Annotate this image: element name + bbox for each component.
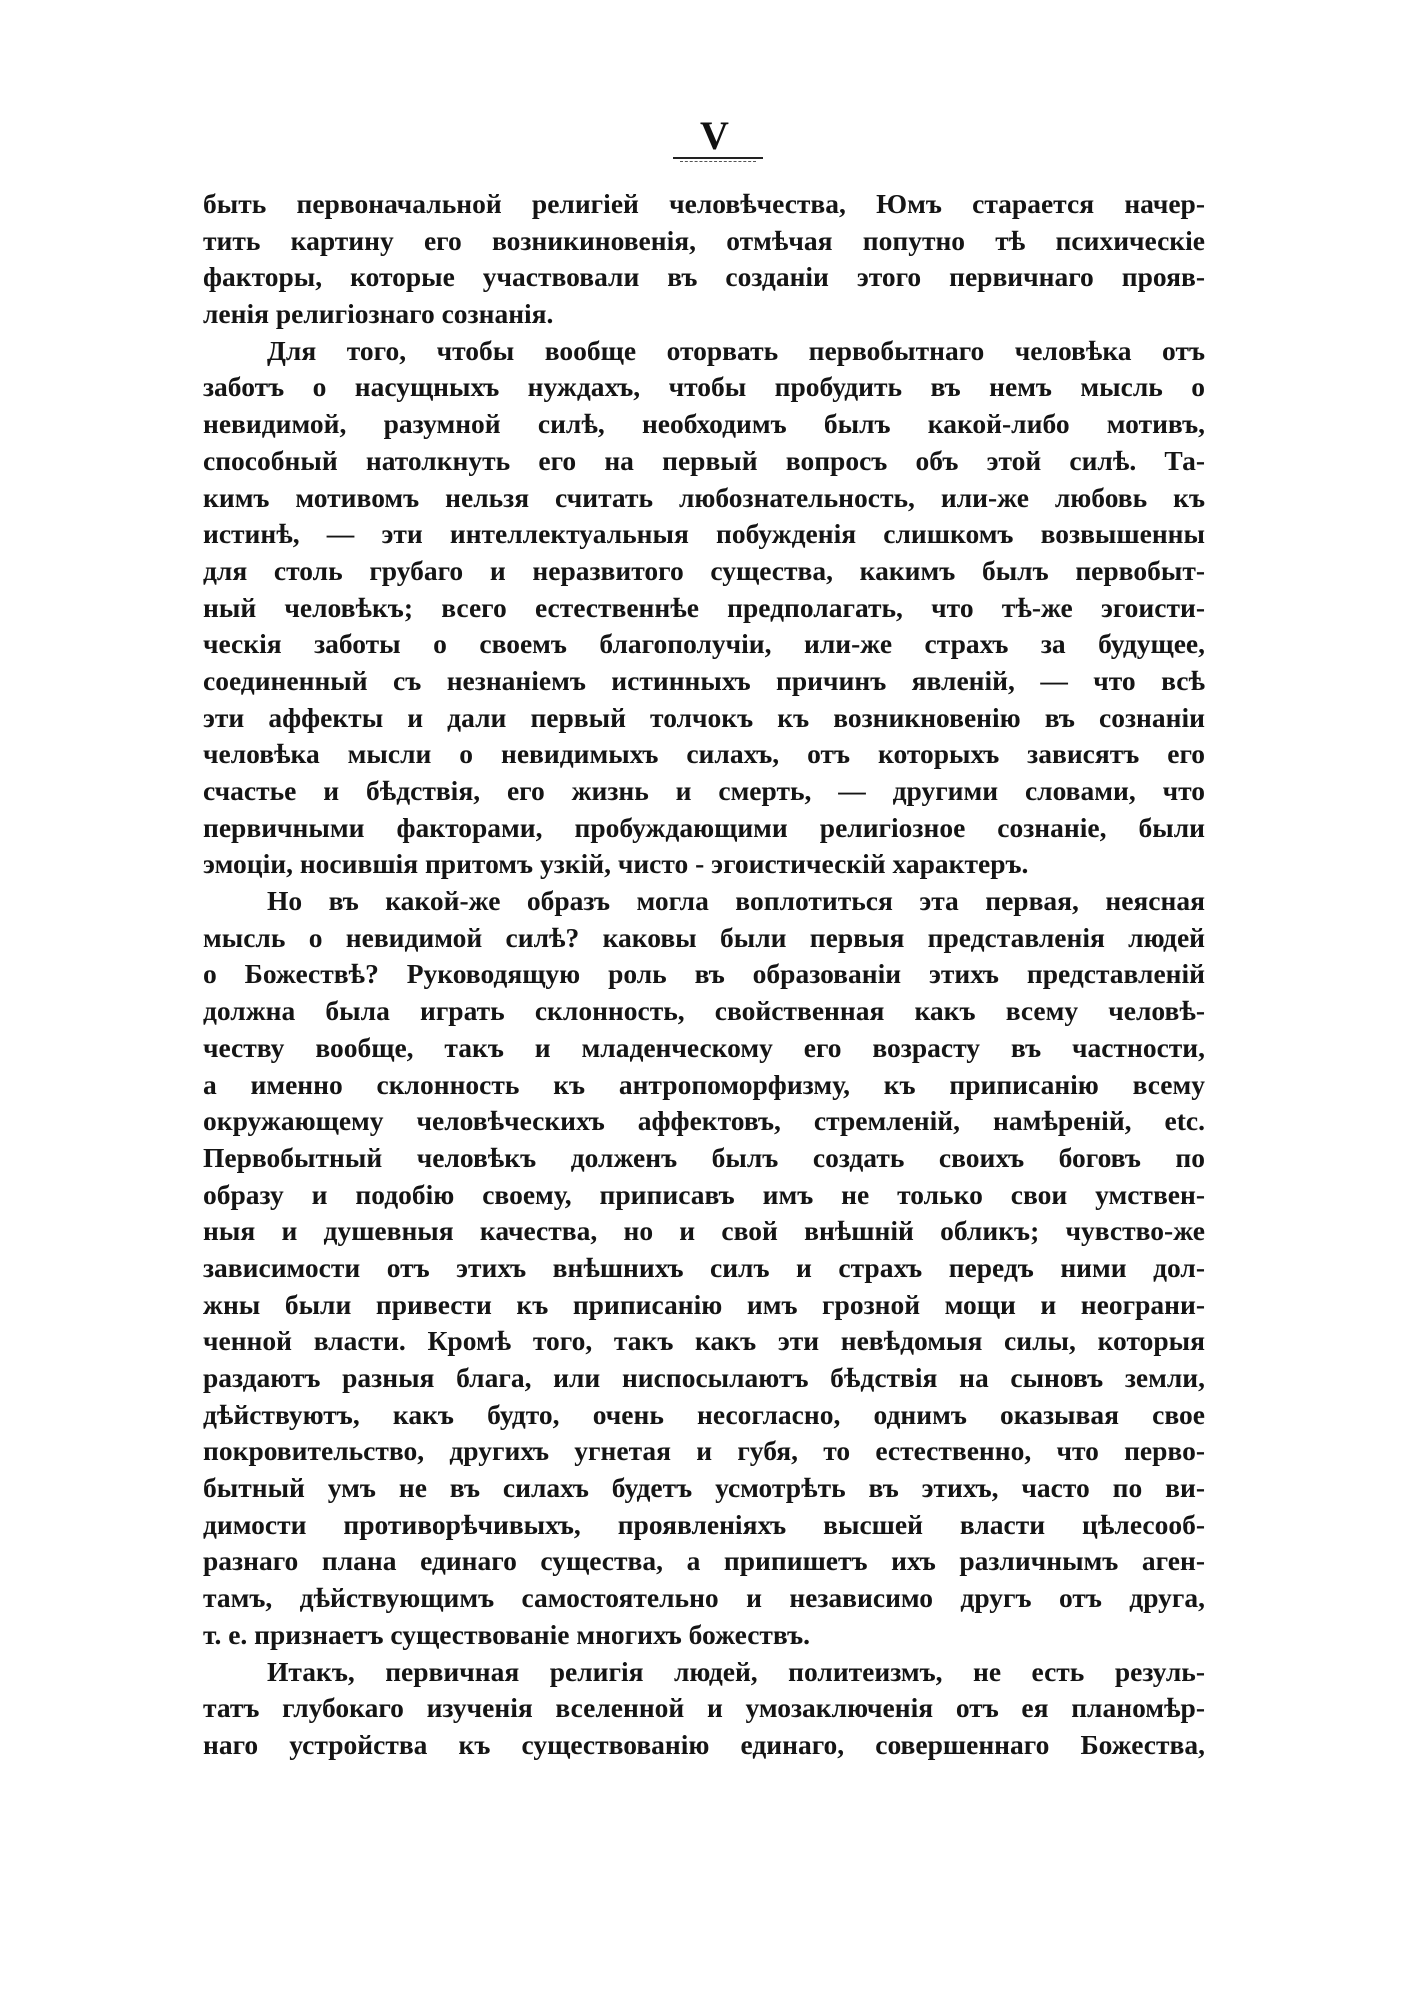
- text-line: эмоцiи, носившiя притомъ узкiй, чисто - эгоистическiй характеръ.: [203, 848, 1029, 880]
- paragraph: [203, 333, 1205, 883]
- text-line: Для того, чтобы вообще оторвать первобытнаго человѣка отъ: [267, 334, 1205, 366]
- text-line: должна была играть склонность, свойственная какъ всему человѣ-: [203, 995, 1205, 1027]
- text-line: кимъ мотивомъ нельзя считать любознательность, или-же любовь къ: [203, 481, 1205, 513]
- text-line: разнаго плана единаго существа, а припишетъ ихъ различнымъ аген-: [203, 1545, 1205, 1577]
- text-line: для столь грубаго и неразвитого существа, какимъ былъ первобыт-: [203, 554, 1205, 586]
- text-line: соединенный съ незнанiемъ истинныхъ причинъ явленiй, — что всѣ: [203, 664, 1205, 696]
- text-line: счастье и бѣдствiя, его жизнь и смерть, — другими словами, что: [203, 775, 1205, 806]
- text-line: татъ глубокаго изученiя вселенной и умозаключенiя отъ ея планомѣр-: [203, 1692, 1205, 1724]
- text-line: т. е. признаетъ существованiе многихъ божествъ.: [203, 1618, 810, 1650]
- text-line: Но въ какой-же образъ могла воплотиться эта первая, неясная: [267, 885, 1205, 917]
- text-line: образу и подобiю своему, приписавъ имъ не только свои умствен-: [203, 1178, 1205, 1210]
- text-line: тить картину его возникиновенiя, отмѣчая попутно тѣ психическiе: [203, 224, 1205, 256]
- text-line: зависимости отъ этихъ внѣшнихъ силъ и страхъ передъ ними дол-: [203, 1251, 1205, 1283]
- text-line: быть первоначальной религiей человѣчества, Юмъ старается начер-: [203, 188, 1205, 219]
- text-line: Первобытный человѣкъ долженъ былъ создать своихъ боговъ по: [203, 1141, 1205, 1173]
- text-line: факторы, которые участвовали въ созданiи этого первичнаго прояв-: [203, 261, 1205, 293]
- text-line: дѣйствуютъ, какъ будто, очень несогласно, однимъ оказывая свое: [203, 1398, 1205, 1430]
- text-line: истинѣ, — эти интеллектуальныя побужденiя слишкомъ возвышенны: [203, 518, 1205, 550]
- text-line: человѣка мысли о невидимыхъ силахъ, отъ которыхъ зависятъ его: [203, 738, 1205, 770]
- text-line: эти аффекты и дали первый толчокъ къ возникновенiю въ сознанiи: [203, 701, 1205, 733]
- paragraph: [203, 186, 1205, 333]
- body-text: [203, 186, 1205, 1764]
- page-number-underline-dashed: [680, 161, 756, 162]
- text-line: невидимой, разумной силѣ, необходимъ былъ какой-либо мотивъ,: [203, 408, 1205, 440]
- page-number: V: [700, 113, 730, 158]
- paragraph: [203, 883, 1205, 1653]
- text-line: честву вообще, такъ и младенческому его возрасту въ частности,: [203, 1031, 1205, 1063]
- text-line: ческiя заботы о своемъ благополучiи, или-же страхъ за будущее,: [203, 628, 1205, 660]
- page-number-underline: [673, 157, 763, 159]
- text-line: ный человѣкъ; всего естественнѣе предполагать, что тѣ-же эгоисти-: [203, 591, 1205, 623]
- text-line: окружающему человѣческихъ аффектовъ, стремленiй, намѣренiй, etc.: [203, 1105, 1205, 1137]
- text-line: способный натолкнуть его на первый вопросъ объ этой силѣ. Та-: [203, 444, 1205, 476]
- text-line: димости противорѣчивыхъ, проявленiяхъ высшей власти цѣлесооб-: [203, 1508, 1205, 1540]
- text-line: бытный умъ не въ силахъ будетъ усмотрѣть въ этихъ, часто по ви-: [203, 1472, 1205, 1504]
- text-line: раздаютъ разныя блага, или ниспосылаютъ бѣдствiя на сыновъ земли,: [203, 1362, 1205, 1393]
- text-line: заботъ о насущныхъ нуждахъ, чтобы пробудить въ немъ мысль о: [203, 371, 1205, 403]
- text-line: а именно склонность къ антропоморфизму, къ приписанiю всему: [203, 1068, 1205, 1100]
- paragraph: [203, 1654, 1205, 1764]
- text-line: мысль о невидимой силѣ? каковы были первыя представленiя людей: [203, 921, 1205, 953]
- text-line: жны были привести къ приписанiю имъ грозной мощи и неограни-: [203, 1288, 1205, 1320]
- text-line: наго устройства къ существованiю единаго, совершеннаго Божества,: [203, 1728, 1205, 1760]
- text-line: покровительство, другихъ угнетая и губя, то естественно, что перво-: [203, 1435, 1205, 1467]
- text-line: Итакъ, первичная религiя людей, политеизмъ, не есть резуль-: [267, 1655, 1205, 1687]
- text-line: о Божествѣ? Руководящую роль въ образованiи этихъ представленiй: [203, 958, 1205, 990]
- text-line: первичными факторами, пробуждающими религiозное сознанiе, были: [203, 811, 1205, 843]
- text-line: ченной власти. Кромѣ того, такъ какъ эти невѣдомыя силы, которыя: [203, 1325, 1205, 1357]
- text-line: ленiя религiознаго сознанiя.: [203, 298, 554, 330]
- text-line: тамъ, дѣйствующимъ самостоятельно и независимо другъ отъ друга,: [203, 1582, 1205, 1614]
- text-line: ныя и душевныя качества, но и свой внѣшнiй обликъ; чувство-же: [203, 1215, 1205, 1247]
